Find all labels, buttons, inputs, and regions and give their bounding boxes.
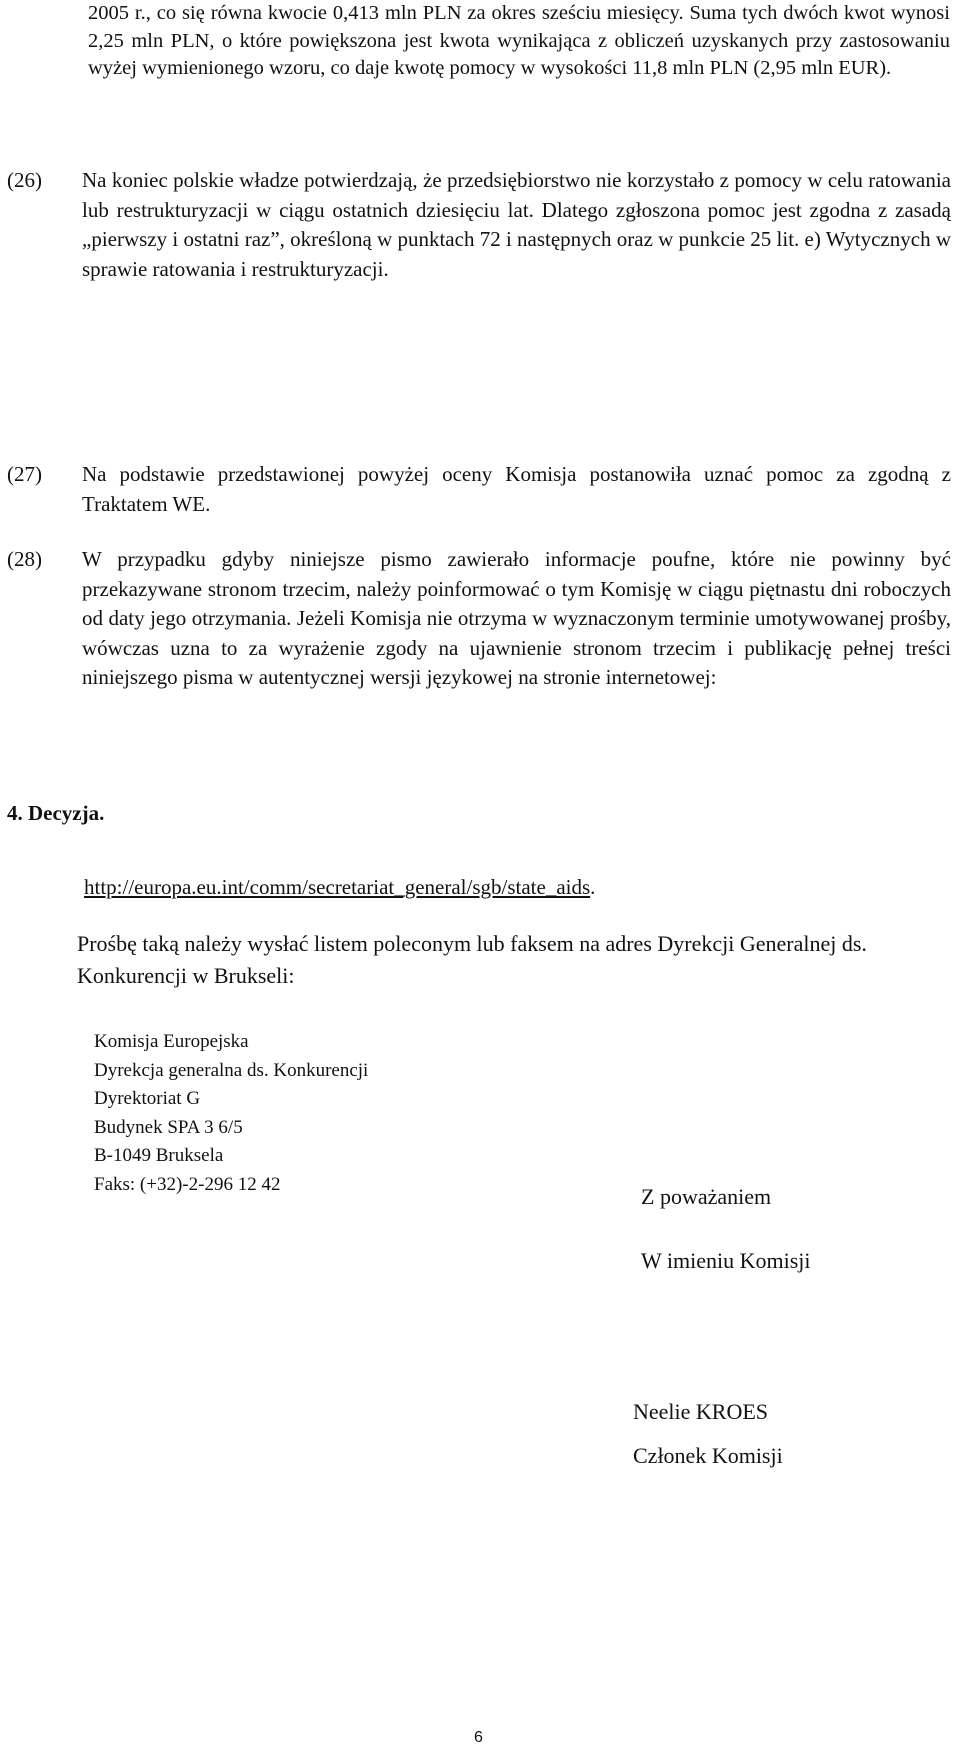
address-line: Komisja Europejska	[94, 1031, 249, 1052]
signatory-name: Neelie KROES	[633, 1399, 769, 1424]
address-line: Budynek SPA 3 6/5	[94, 1116, 243, 1138]
paragraph-number: (28)	[7, 547, 42, 571]
closing-on-behalf: W imieniu Komisji	[641, 1248, 811, 1273]
state-aid-url	[84, 872, 595, 902]
paragraph-number: (26)	[7, 168, 42, 192]
state-aid-link[interactable]: http://europa.eu.int/comm/secretariat_general/sgb/state_aids	[84, 875, 591, 899]
paragraph-text: Na koniec polskie władze potwierdzają, że przedsiębiorstwo nie korzystało z pomocy w celu ratowania lub restrukturyzacji w ciągu ostatnich dziesięciu lat. Dlatego zgłoszona pomoc jest zgodna z zasadą „pierwszy i ostatni raz”, określoną w punktach 72 i następnych oraz w punkcie 25 lit. e) Wytycznych w sprawie ratowania i restrukturyzacji.	[82, 168, 951, 281]
paragraph-text: W przypadku gdyby niniejsze pismo zawierało informacje poufne, które nie powinny być przekazywane stronom trzecim, należy poinformować o tym Komisję w ciągu piętnastu dni roboczych od daty jego otrzymania. Jeżeli Komisja nie otrzyma w wyznaczonym terminie umotywowanej prośby, wówczas uzna to za wyrażenie zgody na ujawnienie stronom trzecim i publikację pełnej treści niniejszego pisma w autentycznej wersji językowej na stronie internetowej:	[82, 547, 951, 689]
section-heading: 4. Decyzja.	[7, 801, 105, 825]
paragraph-text: Na podstawie przedstawionej powyżej oceny Komisja postanowiła uznać pomoc za zgodną z Traktatem WE.	[82, 462, 951, 516]
closing-regards: Z poważaniem	[641, 1184, 772, 1209]
address-line: Dyrektoriat G	[94, 1088, 201, 1109]
address-line: B-1049 Bruksela	[94, 1145, 224, 1166]
url-period: .	[590, 875, 596, 899]
request-paragraph: Prośbę taką należy wysłać listem poleconym lub faksem na adres Dyrekcji Generalnej ds. Konkurencji w Brukseli:	[77, 931, 867, 988]
address-line: Faks: (+32)-2-296 12 42	[94, 1173, 281, 1195]
continuation-paragraph: 2005 r., co się równa kwocie 0,413 mln PLN za okres sześciu miesięcy. Suma tych dwóch kwot wynosi 2,25 mln PLN, o które powiększona jest kwota wynikająca z obliczeń uzyskanych przy zastosowaniu wyżej wymienionego wzoru, co daje kwotę pomocy w wysokości 11,8 mln PLN (2,95 mln EUR).	[88, 2, 950, 79]
signatory-title: Członek Komisji	[633, 1443, 783, 1468]
address-block	[94, 1028, 368, 1199]
page-number: 6	[474, 1729, 483, 1746]
address-line: Dyrekcja generalna ds. Konkurencji	[94, 1059, 369, 1081]
paragraph-number: (27)	[7, 462, 42, 486]
